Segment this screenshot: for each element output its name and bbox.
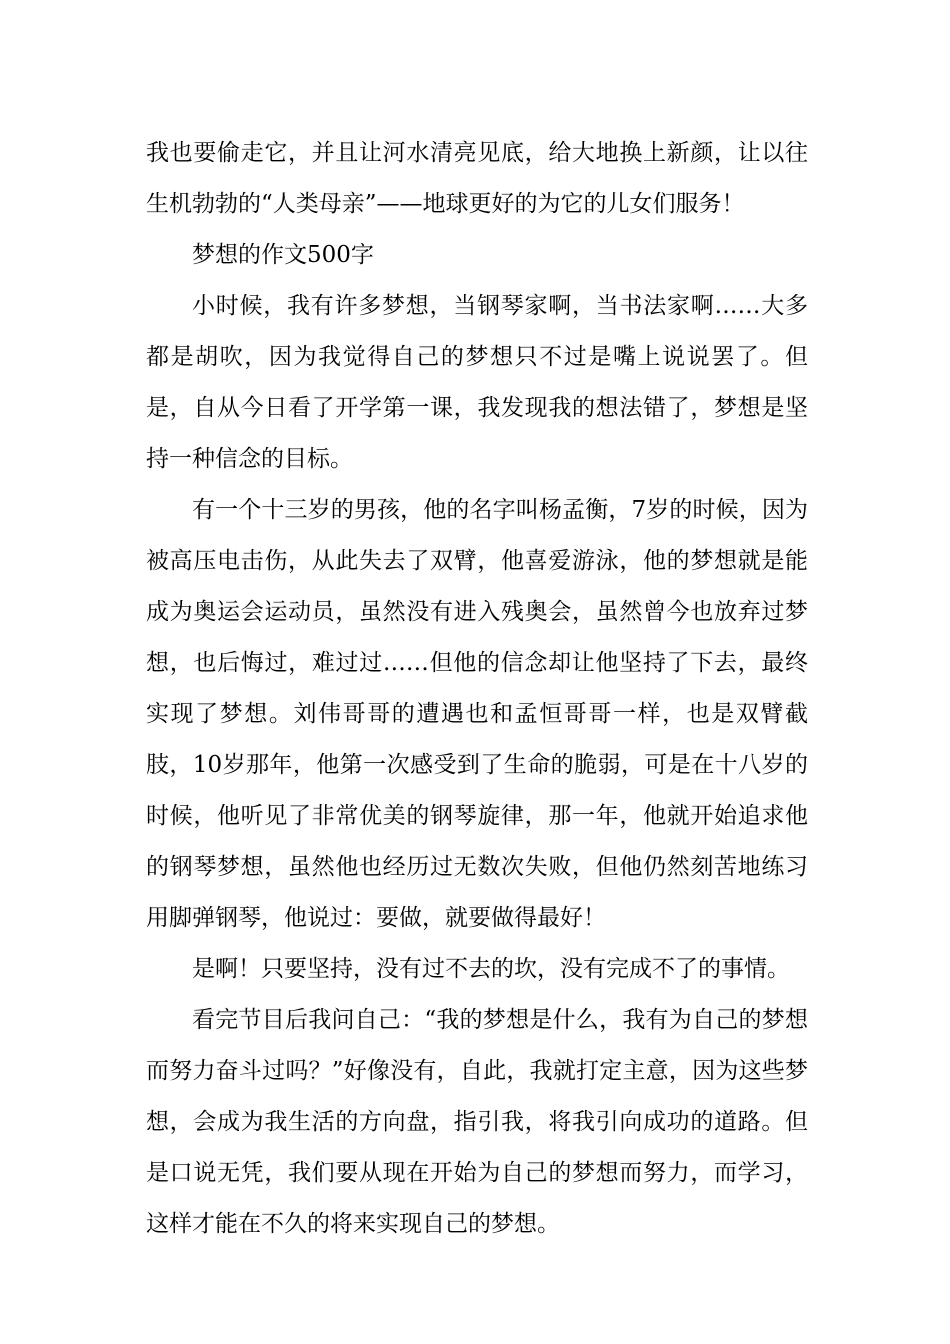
essay-title: 梦想的作文500字 (192, 242, 374, 268)
paragraph: 是啊！只要坚持，没有过不去的坎，没有完成不了的事情。 (192, 956, 790, 982)
document-body (146, 128, 808, 1250)
paragraph: 看完节目后我问自己：“我的梦想是什么，我有为自己的梦想而努力奋斗过吗？”好像没有，自此，我就打定主意，因为这些梦想，会成为我生活的方向盘，指引我，将我引向成功的道路。但是口说无凭，我们要从现在开始为自己的梦想而努力，而学习，这样才能在不久的将来实现自己的梦想。 (146, 1007, 808, 1237)
paragraph: 有一个十三岁的男孩，他的名字叫杨孟衡，7岁的时候，因为被高压电击伤，从此失去了双臂，他喜爱游泳，他的梦想就是能成为奥运会运动员，虽然没有进入残奥会，虽然曾今也放弃过梦想，也后悔过，难过过……但他的信念却让他坚持了下去，最终实现了梦想。刘伟哥哥的遭遇也和孟恒哥哥一样，也是双臂截肢，10岁那年，他第一次感受到了生命的脆弱，可是在十八岁的时候，他听见了非常优美的钢琴旋律，那一年，他就开始追求他的钢琴梦想，虽然他也经历过无数次失败，但他仍然刻苦地练习用脚弹钢琴，他说过：要做，就要做得最好！ (146, 497, 808, 931)
paragraph: 小时候，我有许多梦想，当钢琴家啊，当书法家啊……大多都是胡吹，因为我觉得自己的梦想只不过是嘴上说说罢了。但是，自从今日看了开学第一课，我发现我的想法错了，梦想是坚持一种信念的目标。 (146, 293, 808, 472)
paragraph-continuation: 我也要偷走它，并且让河水清亮见底，给大地换上新颜，让以往生机勃勃的“人类母亲”——地球更好的为它的儿女们服务！ (146, 140, 808, 217)
